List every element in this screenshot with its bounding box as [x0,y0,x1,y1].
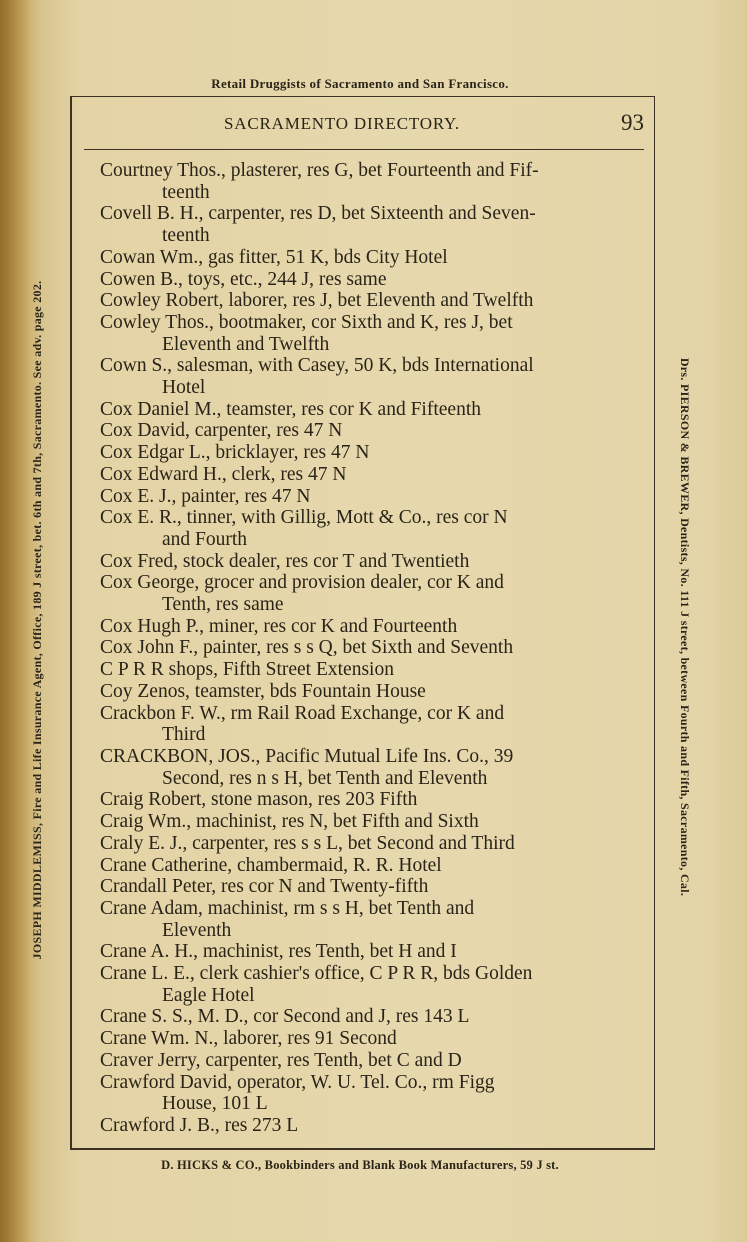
page-number: 93 [621,110,644,135]
bottom-advertisement: D. HICKS & CO., Bookbinders and Blank Book Manufacturers, 59 J st. [161,1158,559,1172]
entry-text: Cowan Wm., gas fitter, 51 K, bds City Hotel [100,246,448,268]
right-margin-advertisement: Drs. PIERSON & BREWER, Dentists, No. 111 J street, between Fourth and Fifth, Sacramento, Cal. [678,357,692,897]
directory-entry [102,1006,632,1028]
directory-entries [102,160,632,1137]
directory-entry [102,203,632,246]
entry-continuation: Hotel [162,377,206,399]
entry-text: Cox Hugh P., miner, res cor K and Fourteenth [100,615,458,637]
entry-text: Cox Edgar L., bricklayer, res 47 N [100,442,370,464]
directory-entry [102,1028,632,1050]
entry-text: Cox John F., painter, res s s Q, bet Sixth and Seventh [100,637,514,659]
directory-entry [102,941,632,963]
entry-text: Craly E. J., carpenter, res s s L, bet Second and Third [100,832,515,854]
directory-entry [102,681,632,703]
directory-entry [102,746,632,789]
directory-entry [102,355,632,398]
entry-continuation: Tenth, res same [162,594,284,616]
directory-entry [102,833,632,855]
entry-text: C P R R shops, Fifth Street Extension [100,659,394,681]
entry-text: Cox George, grocer and provision dealer, cor K and [100,572,504,594]
entry-text: Cox Edward H., clerk, res 47 N [100,463,347,485]
directory-entry [102,551,632,573]
directory-entry [102,637,632,659]
entry-text: Crane Catherine, chambermaid, R. R. Hotel [100,854,442,876]
entry-text: Crane L. E., clerk cashier's office, C P R R, bds Golden [100,963,533,985]
directory-entry [102,420,632,442]
entry-text: Crandall Peter, res cor N and Twenty-fifth [100,876,429,898]
directory-entry [102,507,632,550]
directory-entry [102,160,632,203]
entry-text: Cox E. J., painter, res 47 N [100,485,311,507]
entry-continuation: House, 101 L [162,1093,268,1115]
directory-entry [102,789,632,811]
directory-entry [102,1050,632,1072]
entry-text: Covell B. H., carpenter, res D, bet Sixteenth and Seven- [100,203,536,225]
top-advertisement: Retail Druggists of Sacramento and San Francisco. [211,76,509,91]
entry-continuation: Third [162,724,206,746]
directory-entry [102,247,632,269]
directory-entry [102,1072,632,1115]
directory-entry [102,442,632,464]
directory-entry [102,290,632,312]
directory-entry [102,876,632,898]
entry-text: Crane A. H., machinist, res Tenth, bet H and I [100,941,457,963]
directory-entry [102,616,632,638]
entry-text: Cowley Robert, laborer, res J, bet Eleventh and Twelfth [100,290,534,312]
entry-text: Cowen B., toys, etc., 244 J, res same [100,268,387,290]
entry-continuation: teenth [162,225,210,247]
entry-text: Cox David, carpenter, res 47 N [100,420,343,442]
entry-continuation: Second, res n s H, bet Tenth and Eleventh [162,767,488,789]
entry-text: Craig Robert, stone mason, res 203 Fifth [100,789,418,811]
directory-entry [102,703,632,746]
directory-entry [102,486,632,508]
entry-text: Crane Adam, machinist, rm s s H, bet Tenth and [100,897,475,919]
entry-text: Cown S., salesman, with Casey, 50 K, bds International [100,355,534,377]
entry-text: Coy Zenos, teamster, bds Fountain House [100,680,426,702]
entry-text: Craver Jerry, carpenter, res Tenth, bet C and D [100,1049,462,1071]
entry-continuation: Eleventh and Twelfth [162,333,330,355]
directory-entry [102,898,632,941]
directory-entry [102,659,632,681]
entry-text: Craig Wm., machinist, res N, bet Fifth and Sixth [100,811,479,833]
entry-continuation: teenth [162,181,210,203]
entry-text: Crane Wm. N., laborer, res 91 Second [100,1028,397,1050]
spine-shadow [0,0,30,1242]
directory-entry [102,855,632,877]
directory-entry [102,399,632,421]
header-rule [84,149,644,150]
directory-entry [102,963,632,1006]
directory-entry [102,312,632,355]
directory-title: SACRAMENTO DIRECTORY. [224,114,460,133]
entry-text: Crawford David, operator, W. U. Tel. Co., rm Figg [100,1071,495,1093]
left-margin-advertisement: JOSEPH MIDDLEMISS, Fire and Life Insurance Agent, Office, 189 J street, bet. 6th and 7th, Sacramento. See adv. page 202. [30,280,44,960]
entry-text: CRACKBON, JOS., Pacific Mutual Life Ins. Co., 39 [100,745,514,767]
entry-text: Cox Fred, stock dealer, res cor T and Twentieth [100,550,470,572]
entry-text: Crawford J. B., res 273 L [100,1114,299,1136]
entry-continuation: and Fourth [162,528,248,550]
directory-entry [102,464,632,486]
entry-text: Courtney Thos., plasterer, res G, bet Fourteenth and Fif- [100,160,539,181]
entry-continuation: Eagle Hotel [162,984,255,1006]
directory-entry [102,811,632,833]
directory-entry [102,269,632,291]
entry-text: Cox E. R., tinner, with Gillig, Mott & Co., res cor N [100,507,508,529]
directory-entry [102,572,632,615]
entry-text: Crane S. S., M. D., cor Second and J, res 143 L [100,1006,470,1028]
directory-entry [102,1115,632,1137]
entry-text: Crackbon F. W., rm Rail Road Exchange, cor K and [100,702,505,724]
entry-text: Cox Daniel M., teamster, res cor K and Fifteenth [100,398,481,420]
entry-text: Cowley Thos., bootmaker, cor Sixth and K, res J, bet [100,311,513,333]
running-header [72,112,650,142]
entry-continuation: Eleventh [162,919,232,941]
